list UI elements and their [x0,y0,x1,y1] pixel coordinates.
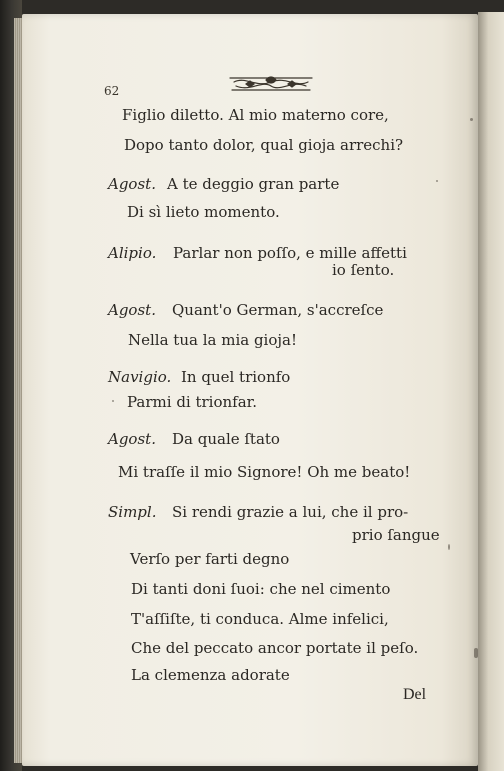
text-line-1: Figlio diletto. Al mio materno core, [122,106,389,124]
paper-speck [436,180,438,182]
speaker-simpl: Simpl. [108,503,157,521]
speaker-agost-2: Agost. [108,301,156,319]
text-line-12: Mi traſſe il mio Signore! Oh me beato! [118,463,411,481]
headpiece-ornament-icon [226,70,316,96]
paper-speck [470,118,473,121]
text-line-19: La clemenza adorate [131,666,290,684]
next-page-edge [478,12,504,771]
text-line-11: Da quale ſtato [172,430,280,448]
text-line-18: Che del peccato ancor portate il peſo. [131,639,419,657]
paper-speck [448,544,450,550]
text-line-9: In quel trionfo [181,368,291,386]
text-line-2: Dopo tanto dolor, qual gioja arrechi? [124,136,404,154]
text-line-15: Verſo per farti degno [130,550,290,568]
text-line-3: A te deggio gran parte [167,175,340,193]
text-line-4: Di sì lieto momento. [127,203,280,221]
text-line-7: Quant'o German, s'accreſce [172,301,384,319]
paper-speck [474,648,478,658]
text-line-5: Parlar non poſſo, e mille affetti [173,244,407,262]
speaker-navigio: Navigio. [108,368,172,386]
text-line-16: Di tanti doni ſuoi: che nel cimento [131,580,391,598]
page-number: 62 [104,84,120,98]
speaker-alipio: Alipio. [108,244,157,262]
speaker-agost-3: Agost. [108,430,156,448]
text-line-8: Nella tua la mia gioja! [128,331,297,349]
text-line-13: Si rendi grazie a lui, che il pro- [172,503,409,521]
paper-speck [112,400,114,402]
catchword: Del [403,686,427,703]
text-line-10: Parmi di trionfar. [127,393,257,411]
text-line-17: T'aſſiſte, ti conduca. Alme infelici, [131,610,389,628]
text-line-14: prio ſangue [352,526,440,544]
text-line-6: io ſento. [332,261,395,279]
speaker-agost-1: Agost. [108,175,156,193]
